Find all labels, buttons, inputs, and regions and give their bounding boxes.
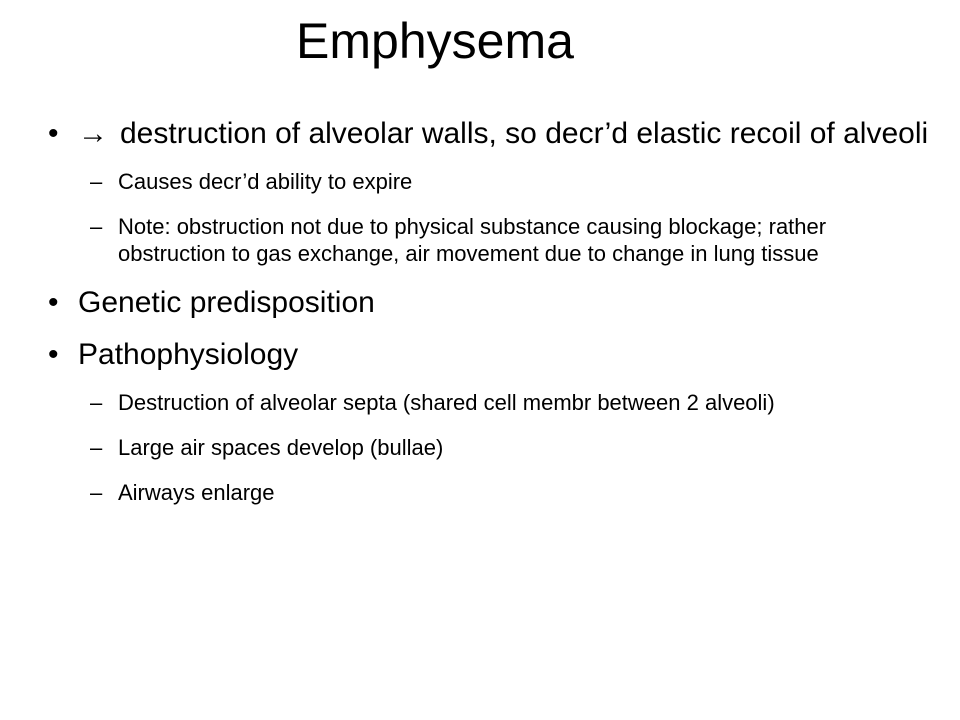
dash-marker: – xyxy=(90,169,103,194)
dash-marker: – xyxy=(90,435,103,460)
sub-bullet-expire xyxy=(90,168,948,195)
sub-bullet-airways xyxy=(90,479,948,506)
dash-marker: – xyxy=(90,480,103,505)
sub-bullet-septa xyxy=(90,389,948,416)
bullet-genetic xyxy=(48,285,948,321)
arrow-icon: → xyxy=(78,117,108,150)
bullet-marker: • xyxy=(48,338,59,371)
bullet-text: Genetic predisposition xyxy=(78,286,375,319)
bullet-marker: • xyxy=(48,117,59,150)
bullet-text: destruction of alveolar walls, so decr’d elastic recoil of alveoli xyxy=(120,117,929,150)
sub-bullet-text: Note: obstruction not due to physical substance causing blockage; rather obstruction to gas exchange, air movement due to change in lung tissue xyxy=(118,214,827,266)
slide-title: Emphysema xyxy=(296,13,574,69)
slide-body xyxy=(48,116,948,524)
sub-bullet-note xyxy=(90,213,948,267)
dash-marker: – xyxy=(90,390,103,415)
bullet-pathophysiology xyxy=(48,337,948,373)
sub-bullet-text: Airways enlarge xyxy=(118,480,275,505)
sub-bullet-bullae xyxy=(90,434,948,461)
bullet-text: Pathophysiology xyxy=(78,338,299,371)
sub-bullet-text: Destruction of alveolar septa (shared cell membr between 2 alveoli) xyxy=(118,390,775,415)
sub-bullet-text: Causes decr’d ability to expire xyxy=(118,169,413,194)
bullet-destruction xyxy=(48,116,948,152)
dash-marker: – xyxy=(90,214,103,239)
sub-bullet-text: Large air spaces develop (bullae) xyxy=(118,435,444,460)
bullet-marker: • xyxy=(48,286,59,319)
